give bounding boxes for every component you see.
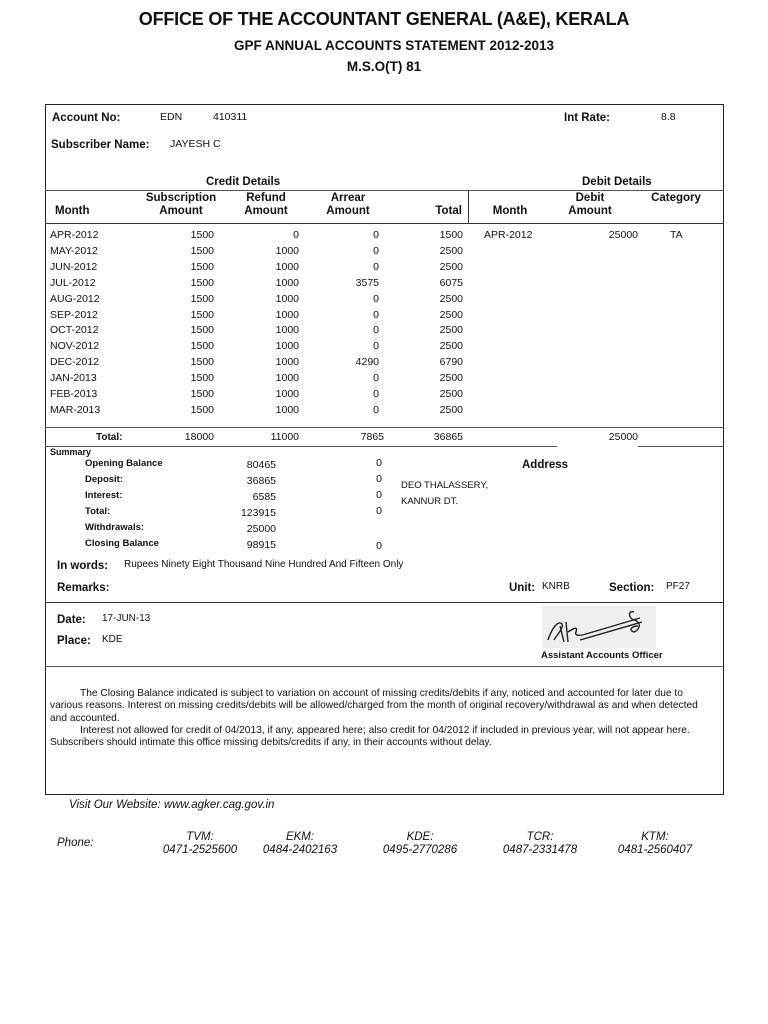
phone-number[interactable]: 0484-2402163: [262, 844, 338, 856]
credit-subscription: 1500: [190, 261, 214, 273]
notes-block: [50, 688, 700, 749]
summary-label: Deposit:: [85, 474, 123, 485]
col-subscription-line2: Amount: [159, 205, 203, 217]
credit-arrear: 3575: [355, 277, 379, 289]
debit-details-title: Debit Details: [582, 176, 652, 188]
credit-refund: 1000: [275, 293, 299, 305]
credit-subscription: 1500: [190, 245, 214, 257]
summary-title: Summary: [50, 447, 92, 457]
phone-number[interactable]: 0481-2560407: [617, 844, 693, 856]
credit-total: 6075: [439, 277, 463, 289]
account-prefix: EDN: [160, 111, 183, 123]
phone-office: KTM:: [641, 831, 669, 843]
summary-extra: 0: [376, 540, 382, 552]
credit-month: AUG-2012: [50, 293, 100, 305]
summary-top-rule-right: [638, 446, 724, 447]
credit-total: 2500: [439, 388, 463, 400]
credit-refund: 1000: [275, 309, 299, 321]
credit-refund: 1000: [275, 340, 299, 352]
subscriber-name-label: Subscriber Name:: [51, 139, 150, 151]
credit-total: 2500: [439, 324, 463, 336]
credit-arrear: 0: [373, 229, 379, 241]
mso-code: M.S.O(T) 81: [346, 59, 422, 74]
phone-entry: [490, 831, 590, 857]
summary-value: 123915: [240, 507, 276, 519]
credit-details-title: Credit Details: [206, 176, 281, 188]
credit-month: JAN-2013: [50, 372, 97, 384]
credit-total: 2500: [439, 340, 463, 352]
credit-arrear: 4290: [355, 356, 379, 368]
credit-month: MAY-2012: [50, 245, 98, 257]
subscriber-name: JAYESH C: [170, 138, 221, 150]
office-title: OFFICE OF THE ACCOUNTANT GENERAL (A&E), KERALA: [138, 9, 630, 29]
credit-total: 1500: [439, 229, 463, 241]
summary-label: Interest:: [85, 490, 123, 501]
credit-refund: 1000: [275, 261, 299, 273]
signoff-top-rule: [45, 602, 724, 603]
summary-top-rule-left: [45, 446, 557, 447]
col-arrear-line2: Amount: [326, 205, 370, 217]
credit-refund: 0: [293, 229, 299, 241]
credit-month: SEP-2012: [50, 309, 98, 321]
unit-label: Unit:: [509, 582, 536, 594]
col-subscription-line1: Subscription: [145, 192, 217, 204]
summary-value: 6585: [252, 491, 276, 503]
totals-label: Total:: [96, 432, 123, 443]
credit-refund: 1000: [275, 277, 299, 289]
credit-arrear: 0: [373, 404, 379, 416]
credit-arrear: 0: [373, 293, 379, 305]
credit-subscription: 1500: [190, 404, 214, 416]
header-bottom-rule: [45, 223, 724, 224]
summary-value: 80465: [246, 459, 276, 471]
place-label: Place:: [57, 635, 91, 647]
summary-value: 25000: [246, 523, 276, 535]
credit-total: 2500: [439, 245, 463, 257]
phone-office: EKM:: [285, 831, 315, 843]
credit-debit-divider: [468, 190, 469, 223]
col-subscription: [136, 192, 226, 218]
debit-category: TA: [670, 229, 683, 241]
phone-office: TCR:: [526, 831, 554, 843]
section-label: Section:: [609, 582, 655, 594]
unit-value: KNRB: [542, 581, 570, 592]
credit-subscription: 1500: [190, 229, 214, 241]
phone-entry: [370, 831, 470, 857]
signature-image: [542, 606, 656, 648]
debit-month: APR-2012: [484, 229, 533, 241]
notes-top-rule: [45, 666, 724, 667]
total-debit: 25000: [608, 431, 638, 443]
credit-refund: 1000: [275, 404, 299, 416]
col-category: Category: [651, 192, 701, 204]
account-no-label: Account No:: [52, 112, 121, 124]
credit-subscription: 1500: [190, 309, 214, 321]
credit-month: JUN-2012: [50, 261, 98, 273]
summary-extra: 0: [376, 457, 382, 469]
credit-subscription: 1500: [190, 277, 214, 289]
credit-month: JUL-2012: [50, 277, 96, 289]
credit-refund: 1000: [275, 324, 299, 336]
col-refund-line2: Amount: [244, 205, 288, 217]
debit-amount: 25000: [608, 229, 638, 241]
statement-title: GPF ANNUAL ACCOUNTS STATEMENT 2012-2013: [233, 38, 555, 53]
phone-entry: [250, 831, 350, 857]
credit-total: 6790: [439, 356, 463, 368]
col-month: Month: [55, 205, 90, 217]
credit-arrear: 0: [373, 309, 379, 321]
credit-arrear: 0: [373, 245, 379, 257]
in-words-label: In words:: [57, 560, 109, 572]
summary-label: Withdrawals:: [85, 522, 145, 533]
credit-subscription: 1500: [190, 293, 214, 305]
credit-month: APR-2012: [50, 229, 99, 241]
credit-month: FEB-2013: [50, 388, 98, 400]
summary-label: Total:: [85, 506, 111, 517]
credit-month: OCT-2012: [50, 324, 99, 336]
col-debit-month: Month: [492, 205, 528, 217]
address-title: Address: [522, 459, 569, 471]
credit-arrear: 0: [373, 324, 379, 336]
address-line2: KANNUR DT.: [401, 496, 459, 507]
phone-entry: [605, 831, 705, 857]
credit-total: 2500: [439, 293, 463, 305]
credit-arrear: 0: [373, 388, 379, 400]
credit-arrear: 0: [373, 340, 379, 352]
credit-total: 2500: [439, 372, 463, 384]
col-debit-amount: [560, 192, 620, 218]
totals-top-rule: [45, 427, 724, 428]
col-refund: [236, 192, 296, 218]
phone-entry: [150, 831, 250, 857]
col-total: Total: [435, 205, 462, 217]
credit-refund: 1000: [275, 372, 299, 384]
col-refund-line1: Refund: [246, 192, 286, 204]
summary-value: 98915: [246, 539, 276, 551]
credit-total: 2500: [439, 404, 463, 416]
credit-refund: 1000: [275, 388, 299, 400]
credit-subscription: 1500: [190, 388, 214, 400]
col-debit-amount-line2: Amount: [568, 205, 612, 217]
summary-label: Opening Balance: [85, 458, 163, 469]
credit-month: MAR-2013: [50, 404, 101, 416]
note-paragraph-1: The Closing Balance indicated is subject to variation on account of missing credits/debits if any, noticed and accounted for later due to various reasons. Interest on missing credits/debits will be allowed/charged from the month of original recovery/withdrawal as and when detected and accounted.: [50, 688, 698, 724]
credit-arrear: 0: [373, 261, 379, 273]
summary-extra: 0: [376, 489, 382, 501]
credit-refund: 1000: [275, 245, 299, 257]
section-value: PF27: [666, 581, 690, 592]
website-label: [69, 799, 274, 811]
remarks-label: Remarks:: [57, 582, 110, 594]
col-arrear: [318, 192, 378, 218]
account-number: 410311: [213, 111, 248, 123]
summary-value: 36865: [246, 475, 276, 487]
credit-subscription: 1500: [190, 356, 214, 368]
summary-extra: 0: [376, 505, 382, 517]
credit-subscription: 1500: [190, 340, 214, 352]
date-label: Date:: [57, 614, 86, 626]
place-value: KDE: [102, 634, 123, 645]
int-rate-label: Int Rate:: [564, 112, 610, 124]
summary-label: Closing Balance: [85, 538, 159, 549]
address-line1: DEO THALASSERY,: [401, 480, 489, 491]
date-value: 17-JUN-13: [102, 613, 151, 624]
int-rate-value: 8.8: [661, 111, 676, 123]
phone-office: KDE:: [406, 831, 434, 843]
website-link[interactable]: www.agker.cag.gov.in: [163, 799, 275, 811]
summary-extra: 0: [376, 473, 382, 485]
credit-subscription: 1500: [190, 324, 214, 336]
total-refund: 11000: [270, 431, 299, 443]
in-words-value: Rupees Ninety Eight Thousand Nine Hundred And Fifteen Only: [124, 559, 404, 570]
phone-number[interactable]: 0487-2331478: [502, 844, 578, 856]
total-subscription: 18000: [184, 431, 214, 443]
header-top-rule: [45, 190, 724, 191]
phone-number[interactable]: 0471-2525600: [162, 844, 238, 856]
credit-total: 2500: [439, 309, 463, 321]
signature-icon: [542, 606, 656, 648]
credit-refund: 1000: [275, 356, 299, 368]
credit-month: NOV-2012: [50, 340, 100, 352]
credit-subscription: 1500: [190, 372, 214, 384]
phone-office: TVM:: [186, 831, 214, 843]
col-arrear-line1: Arrear: [330, 192, 366, 204]
officer-title: Assistant Accounts Officer: [541, 650, 663, 661]
note-paragraph-2: Interest not allowed for credit of 04/2013, if any, appeared here; also credit for 04/2012 if included in previous year, will not appear here. Subscribers should intimate this office missing debits/credits if any, in their accounts without delay.: [50, 724, 690, 749]
credit-arrear: 0: [373, 372, 379, 384]
total-credit: 36865: [433, 431, 463, 443]
website-label-text: Visit Our Website:: [69, 799, 161, 811]
total-arrear: 7865: [360, 431, 384, 443]
phone-number[interactable]: 0495-2770286: [382, 844, 458, 856]
phone-label: Phone:: [57, 837, 94, 849]
col-debit-amount-line1: Debit: [575, 192, 605, 204]
credit-total: 2500: [439, 261, 463, 273]
credit-month: DEC-2012: [50, 356, 100, 368]
